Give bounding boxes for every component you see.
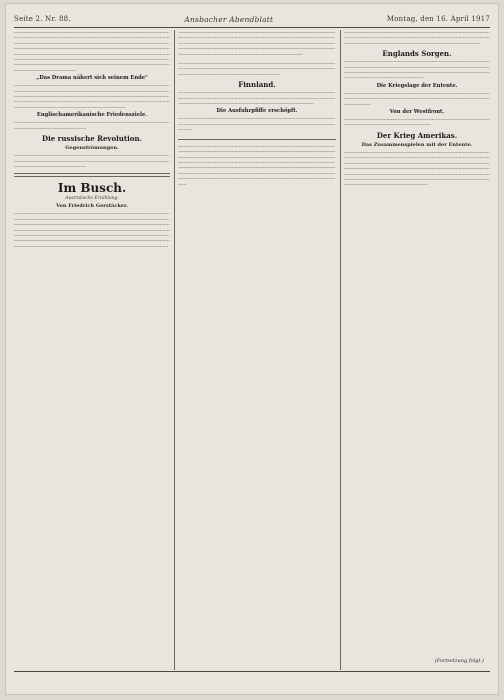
article-text: ------------------------------------------------------------------------------------------------------------------------------------------------------------------------------------------------------------------------------------------------------------------------------------------------------------------------------------------------------------------------------: [344, 59, 490, 81]
article-text: ---------------------------------------------------------------------------------------------------------------------------------------------------------------------------------------------------------------------------------: [344, 90, 490, 107]
newspaper-title: Ansbacher Abendblatt: [184, 14, 274, 24]
headline-bulletin: Englischamerikanische Friedensziele.: [36, 112, 148, 119]
column-1: [14, 30, 170, 668]
newspaper-page: [6, 4, 498, 694]
article-text: -----------------------------------------------------------------------------------------------------------------------------------------------------------------: [14, 120, 170, 131]
header-rule: [14, 27, 490, 28]
column-2: [178, 30, 336, 668]
headline-westfront: Von der Westfront.: [389, 109, 445, 116]
article-text: --------------------------------------------------------------------------------------------------------------------------------------------------------------------------------------------------------------------------------------------------------------------------------------------------------------: [344, 30, 490, 46]
article-text: ------------------------------------------------------------------------------------------------------------------------------------------------------------------------------------------------------------------------------------------------------------------------------------------------------------------------------: [178, 90, 336, 107]
article-text: ----------------------------------------------------------------------------------------------------------------------------------------------------------------------------------------------------------------------------------------------------------------------------------------------------------------------------------------------------------------------------------------------------------------------------------------------------------------------------------------------------------------------------------------------------: [178, 30, 336, 57]
subheadline-revolution: Gegenströmungen.: [65, 145, 119, 152]
issue-date: Montag, den 16. April 1917: [386, 15, 490, 23]
subheadline-amerika: Das Zusammenspielen mit der Entente.: [361, 141, 473, 148]
article-text: ---------------------------------------------------------------------------------------------------------------------------------------------------------------------------------------------------------------------------------------------------------------------------------------------------------------------------------------------------------------------------------------------------------------------------------------------------------------------------------------------------------------------------------------: [14, 83, 170, 110]
section-divider: [178, 139, 336, 140]
footer-rule: [14, 671, 490, 672]
continuation-note: (Fortsetzung folgt.): [434, 658, 484, 664]
column-rule: [174, 30, 175, 670]
column-rule: [340, 30, 341, 670]
article-text: --------------------------------------------------------------------------------------------------------------------------------------------------------------------: [344, 117, 490, 128]
section-divider: [14, 173, 170, 177]
story-subtitle: Australische Erzählung.: [65, 196, 119, 202]
headline-kriegslage: Die Kriegslage der Entente.: [376, 82, 458, 89]
story-title: Im Busch.: [57, 181, 127, 196]
column-3: [344, 30, 490, 668]
page-header: [14, 12, 490, 26]
headline-finland: Finnland.: [238, 80, 276, 90]
article-text: ----------------------------------------------------------------------------------------------------------------------------------------------------------------------------------------------------------------------------------------------------------------------------------------------------------------------------------------------------------------------------------------------------------------------------------------------------------------------------------------------------------------------------------------------------------------------------------------------------------------------------------------------------------------------------------------------------------------------------------------------------------------------------------------------------------------------------------------------: [14, 30, 170, 73]
article-text: ------------------------------------------------------------------------------------------------------------------------------------------------------------------------------------------------------------------------------------------------------------------------------------------------------: [178, 61, 336, 77]
page-number: Seite 2. Nr. 88.: [14, 15, 71, 23]
headline-sorgen: Englands Sorgen.: [382, 49, 452, 59]
headline-revolution: Die russische Revolution.: [42, 134, 142, 144]
headline-drama: „Das Drama nähert sich seinem Ende": [36, 75, 148, 82]
headline-amerika: Der Krieg Amerikas.: [376, 130, 458, 140]
article-text: ----------------------------------------------------------------------------------------------------------------------------------------------------------------------------------------------------------------------------------------: [178, 116, 336, 133]
article-text: -------------------------------------------------------------------------------------------------------------------------------------------------------------------------------------------------------------------------------------------------------------------------------: [14, 153, 170, 169]
story-text: -------------------------------------------------------------------------------------------------------------------------------------------------------------------------------------------------------------------------------------------------------------------------------------------------------------------------------------------------------------------------------------------------------------------------------------------------------------------------------------------------------------------------------------------------------------------------------------------------------------------------------------------------------------------------------------------------------------------------------------------------------------------------------------------------: [14, 211, 170, 249]
story-continuation-text: ---------------------------------------------------------------------------------------------------------------------------------------------------------------------------------------------------------------------------------------------------------------------------------------------------------------------------------------------------------------------------------------------------------------------------------------------------------------------------------------------------------------------------------------------------------------------------------------------------------------------------------------------------------------------------------------------------------------------------------------------------------------------------------------------------------------: [178, 143, 336, 187]
article-text: -----------------------------------------------------------------------------------------------------------------------------------------------------------------------------------------------------------------------------------------------------------------------------------------------------------------------------------------------------------------------------------------------------------------------------------------------------------------------------------------------------------------------------------------------------------------------------------------------------------------------------------------------------------------------------------------------------: [344, 149, 490, 188]
story-author: Von Friedrich Gerstäcker.: [56, 203, 128, 210]
headline-exports: Die Ausfuhrpfiffe erschöpft.: [216, 108, 298, 115]
